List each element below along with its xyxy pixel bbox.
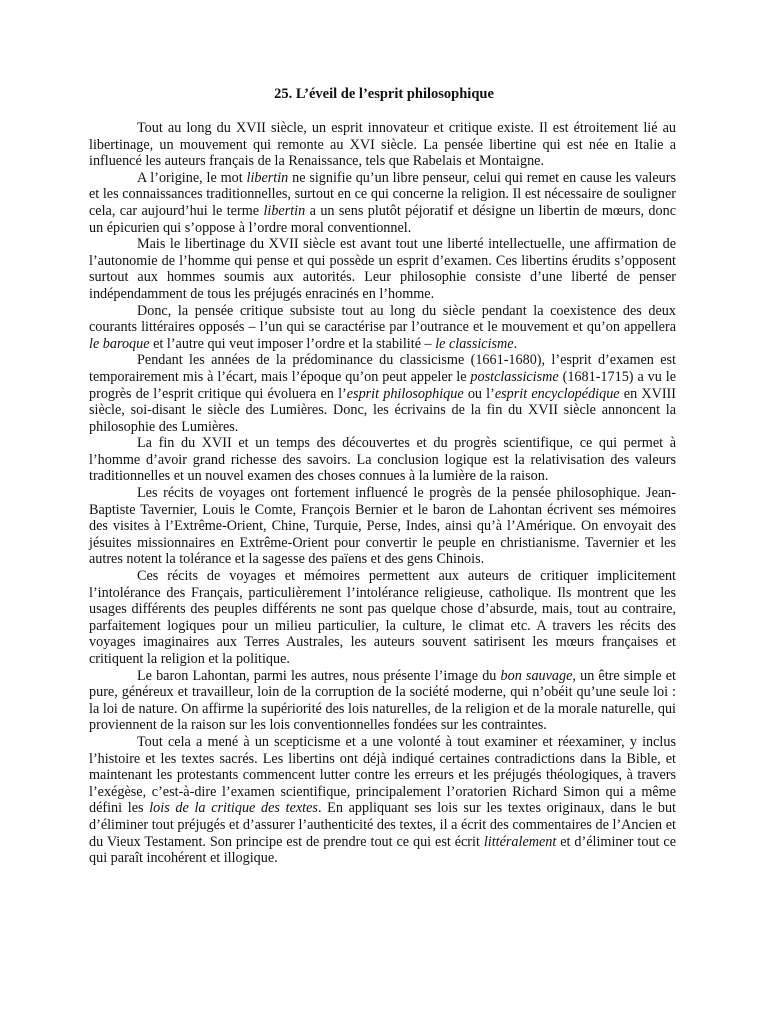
paragraph — [89, 734, 676, 867]
text-run: a un sens plutôt péjoratif et désigne un libertin de mœurs, donc un épicurien qui s’oppose à l’ordre moral conventionnel. — [89, 202, 676, 236]
text-run: Donc, la pensée critique subsiste tout au long du siècle pendant la coexistence des deux courants littéraires opposés – l’un qui se caractérise par l’outrance et le mouvement et qu’on appellera — [89, 302, 676, 336]
document-body — [89, 120, 676, 867]
text-run: . En appliquant ses lois sur les textes originaux, dans le but d’éliminer tout préjugés et d’assurer l’authenticité des textes, il a écrit des commentaires de l’Ancien et du Vieux Testament. Son principe est de prendre tout ce qui est écrit — [89, 800, 677, 850]
document-title: 25. L’éveil de l’esprit philosophique — [274, 86, 494, 102]
italic-term: postclassicisme — [470, 368, 559, 385]
italic-term: esprit philosophique — [346, 385, 464, 402]
text-run: ou l’ — [463, 385, 495, 402]
paragraph — [89, 568, 676, 668]
paragraph — [89, 120, 676, 170]
paragraph — [89, 352, 676, 435]
italic-term: libertin — [263, 202, 306, 219]
text-run: Les récits de voyages ont fortement influencé le progrès de la pensée philosophique. Jean-Baptiste Tavernier, Louis le Comte, François Bernier et le baron de Lahontan écrivent ses mémoires des visites à l’Extrême-Orient, Chine, Turquie, Perse, Indes, ainsi qu’à l’Amérique. On envoyait des jésuites missionnaires en Extrême-Orient pour convertir le peuple en christianisme. Tavernier et les autres notent la tolérance et la sagesse des païens et des gens Chinois. — [89, 485, 676, 568]
paragraph — [89, 236, 676, 302]
text-run: en XVIII siècle, soi-disant le siècle des Lumières. Donc, les écrivains de la fin du XVII siècle annoncent la philosophie des Lumières. — [89, 385, 677, 435]
text-run: Tout au long du XVII siècle, un esprit innovateur et critique existe. Il est étroitement lié au libertinage, un mouvement qui remonte au XVI siècle. La pensée libertine qui est née en Italie a influencé les auteurs français de la Renaissance, tels que Rabelais et Montaigne. — [89, 120, 676, 170]
italic-term: bon sauvage — [500, 667, 573, 684]
text-run: Le baron Lahontan, parmi les autres, nous présente l’image du — [137, 667, 501, 684]
italic-term: littéralement — [483, 833, 557, 850]
text-run: et l’autre qui veut imposer l’ordre et la stabilité – — [149, 335, 436, 352]
paragraph — [89, 303, 676, 353]
text-run: Mais le libertinage du XVII siècle est avant tout une liberté intellectuelle, une affirmation de l’autonomie de l’homme qui pense et qui possède un esprit d’examen. Ces libertins érudits s’opposent surtout aux hommes soumis aux autorités. Leur philosophie consiste d’une liberté de penser indépendamment de tous les préjugés enracinés en l’homme. — [89, 236, 676, 302]
text-run: Ces récits de voyages et mémoires permettent aux auteurs de critiquer implicitement l’intolérance des Français, particulièrement l’intolérance religieuse, catholique. Ils montrent que les usages différents des peuples différents ne sont pas quelque chose d’absurde, mais, tout au contraire, parfaitement logiques pour un milieu particulier, la culture, le climat etc. A travers les récits des voyages imaginaires aux Terres Australes, les auteurs souvent satirisent les mœurs françaises et critiquent la religion et la politique. — [89, 568, 676, 667]
paragraph — [89, 668, 676, 734]
paragraph — [89, 435, 676, 485]
text-run: (1681-1715) a vu le progrès de l’esprit critique qui évoluera en l’ — [89, 368, 676, 402]
text-run: . — [513, 335, 518, 352]
italic-term: libertin — [246, 169, 289, 186]
text-run: ne signifie qu’un libre penseur, celui qui remet en cause les valeurs et les connaissances traditionnelles, surtout en ce qui concerne la religion. Il est nécessaire de souligner cela, car aujourd’hui le terme — [89, 169, 676, 219]
italic-term: le classicisme — [435, 335, 514, 352]
italic-term: esprit encyclopédique — [494, 385, 620, 402]
text-run: A l’origine, le mot — [137, 169, 247, 186]
text-run: , un être simple et pure, généreux et travailleur, loin de la corruption de la société moderne, qui n’obéit qu’une seule loi : la loi de nature. On affirme la supériorité des lois naturelles, de la religion et de la morale naturelle, qui proviennent de la raison sur les lois conventionnelles fondées sur les contraintes. — [89, 667, 676, 734]
text-run: Tout cela a mené à un scepticisme et a une volonté à tout examiner et réexaminer, y inclus l’histoire et les textes sacrés. Les libertins ont déjà indiqué certaines contradictions dans la Bible, et maintenant les protestants commencent lutter contre les erreurs et les préjugés théologiques, à travers l’exégèse, c’est-à-dire l’examen scientifique, principalement l’oratorien Richard Simon qui a même défini les — [89, 733, 676, 817]
text-run: Pendant les années de la prédominance du classicisme (1661-1680), l’esprit d’examen est temporairement mis à l’écart, mais l’époque qu’on peut appeler le — [89, 352, 676, 385]
paragraph — [89, 170, 676, 236]
text-run: et d’éliminer tout ce qui paraît incohérent et illogique. — [89, 833, 677, 867]
text-run: La fin du XVII et un temps des découvertes et du progrès scientifique, ce qui permet à l’homme d’avoir grand richesse des savoirs. La conclusion logique est la relativisation des valeurs traditionnelles et un nouvel examen des choses connues à la lumière de la raison. — [89, 435, 676, 485]
italic-term: lois de la critique des textes — [149, 800, 318, 817]
italic-term: le baroque — [89, 335, 150, 352]
paragraph — [89, 485, 676, 568]
